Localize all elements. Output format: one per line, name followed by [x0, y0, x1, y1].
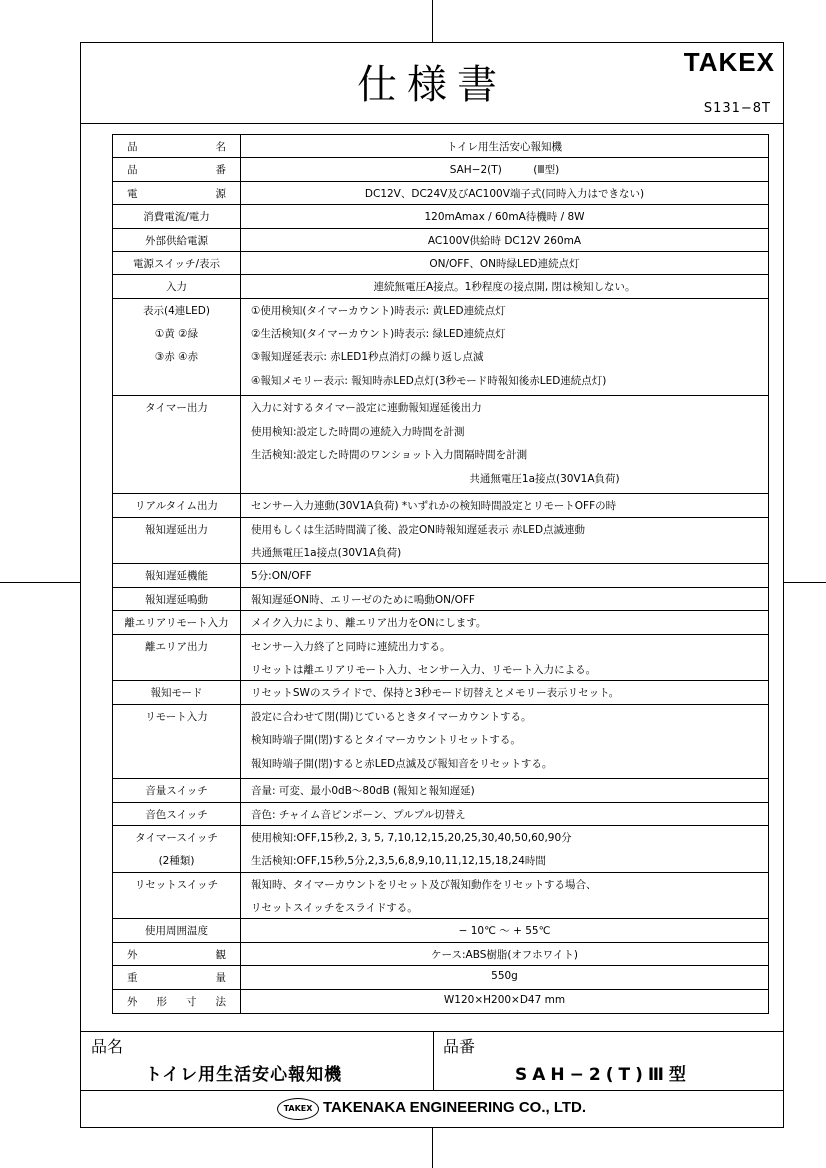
company-name: TAKENAKA ENGINEERING CO., LTD. — [323, 1099, 587, 1116]
name-label: 品名 — [91, 1037, 124, 1056]
spec-value-line: 共通無電圧1a接点(30V1A負荷) — [469, 472, 620, 485]
spec-row — [113, 135, 768, 158]
spec-label-text: リセットスイッチ — [134, 878, 219, 891]
spec-value — [241, 990, 768, 1013]
spec-value-line: SAH−2(T) (Ⅲ型) — [449, 164, 560, 177]
spec-label — [113, 205, 241, 227]
spec-row — [113, 396, 768, 494]
spec-value — [241, 705, 768, 778]
spec-label — [113, 990, 241, 1013]
spec-value — [241, 635, 768, 681]
spec-value — [241, 229, 768, 251]
spec-value-line: 入力に対するタイマー設定に連動報知遅延後出力 — [251, 402, 482, 415]
spec-row — [113, 705, 768, 779]
spec-row — [113, 518, 768, 565]
spec-label-text: 表示(4連LED) — [143, 304, 210, 317]
spec-row — [113, 966, 768, 989]
spec-label-text: 音色スイッチ — [145, 808, 208, 821]
spec-value-line: 生活検知:設定した時間のワンショット入力間隔時間を計測 — [251, 449, 528, 462]
spec-value — [241, 826, 768, 872]
spec-row — [113, 252, 768, 275]
spec-value — [241, 396, 768, 493]
spec-label — [113, 252, 241, 274]
spec-label — [113, 299, 241, 396]
summary-divider — [433, 1032, 434, 1090]
spec-value — [241, 564, 768, 586]
spec-label-text: 使用周囲温度 — [145, 925, 208, 938]
spec-value-line: − 10℃ 〜 + 55℃ — [458, 925, 551, 938]
spec-value-line: 報知時、タイマーカウントをリセット及び報知動作をリセットする場合、 — [251, 878, 597, 891]
spec-label — [113, 564, 241, 586]
spec-value — [241, 681, 768, 703]
crop-mark-bottom — [432, 1128, 433, 1168]
spec-value — [241, 779, 768, 801]
spec-label-text: 外部供給電源 — [145, 234, 208, 247]
spec-label-text: 報知遅延出力 — [145, 523, 208, 536]
spec-label — [113, 158, 241, 180]
spec-value-line: 音色: チャイム音ピンポーン、プルプル切替え — [251, 808, 466, 821]
spec-value-line: AC100V供給時 DC12V 260mA — [427, 234, 582, 247]
spec-row — [113, 611, 768, 634]
spec-label — [113, 182, 241, 204]
crop-mark-left — [0, 582, 80, 583]
spec-row — [113, 873, 768, 920]
spec-label — [113, 779, 241, 801]
spec-label — [113, 943, 241, 965]
spec-label-text: 離エリアリモート入力 — [124, 617, 229, 630]
spec-value — [241, 252, 768, 274]
spec-row — [113, 681, 768, 704]
spec-label — [113, 135, 241, 157]
spec-value — [241, 158, 768, 180]
spec-row — [113, 919, 768, 942]
spec-label-text: 品番 — [127, 164, 226, 177]
spec-value-line: メイク入力により、離エリア出力をONにします。 — [251, 617, 487, 630]
spec-value-line: トイレ用生活安心報知機 — [447, 141, 562, 153]
spec-row — [113, 158, 768, 181]
spec-label-text: 音量スイッチ — [145, 785, 208, 798]
spec-row — [113, 826, 768, 873]
spec-label-text: 外形寸法 — [127, 995, 226, 1008]
spec-label-text: 報知遅延機能 — [145, 570, 208, 583]
spec-value — [241, 275, 768, 297]
spec-row — [113, 803, 768, 826]
spec-value — [241, 873, 768, 919]
spec-row — [113, 635, 768, 682]
spec-value-line: DC12V、DC24V及びAC100V端子式(同時入力はできない) — [364, 187, 645, 200]
spec-value-line: 使用検知:OFF,15秒,2, 3, 5, 7,10,12,15,20,25,30,40,50,60,90分 — [251, 831, 572, 844]
spec-value-line: センサー入力終了と同時に連続出力する。 — [251, 640, 451, 653]
spec-value-line: 連続無電圧A接点。1秒程度の接点開, 閉は検知しない。 — [373, 281, 636, 294]
spec-value-line: W120×H200×D47 mm — [443, 993, 566, 1006]
spec-row — [113, 205, 768, 228]
spec-value-line: 550g — [491, 970, 518, 983]
spec-label — [113, 705, 241, 778]
document-header — [81, 43, 783, 124]
spec-label-text: 重量 — [127, 972, 226, 985]
spec-value-line: ON/OFF、ON時緑LED連続点灯 — [429, 257, 580, 270]
spec-value — [241, 966, 768, 988]
document-number: S131−8T — [703, 101, 771, 116]
spec-label — [113, 966, 241, 988]
crop-mark-right — [784, 582, 826, 583]
number-value: SAH−2(T)Ⅲ型 — [515, 1065, 691, 1085]
spec-label-text: リアルタイム出力 — [135, 500, 218, 513]
spec-label-text: 離エリア出力 — [145, 640, 208, 653]
number-label: 品番 — [443, 1037, 476, 1056]
spec-label — [113, 588, 241, 610]
spec-value — [241, 803, 768, 825]
spec-label — [113, 873, 241, 919]
spec-value-line: リセットSWのスライドで、保持と3秒モード切替えとメモリー表示リセット。 — [251, 687, 620, 700]
spec-label-text: タイマー出力 — [145, 402, 208, 415]
spec-label-text: 報知モード — [150, 687, 203, 700]
spec-label-text: 入力 — [166, 281, 187, 294]
footer — [81, 1091, 783, 1127]
spec-value-line: 使用もしくは生活時間満了後、設定ON時報知遅延表示 赤LED点滅連動 — [251, 523, 586, 536]
spec-row — [113, 779, 768, 802]
spec-value — [241, 943, 768, 965]
spec-table — [112, 134, 769, 1014]
spec-value-line: 共通無電圧1a接点(30V1A負荷) — [251, 547, 402, 560]
spec-value-line: 報知遅延ON時、エリーゼのために鳴動ON/OFF — [251, 593, 475, 606]
spec-value-line: リセットは離エリアリモート入力、センサー入力、リモート入力による。 — [251, 663, 597, 676]
spec-label — [113, 396, 241, 493]
spec-value-line: ②生活検知(タイマーカウント)時表示: 緑LED連続点灯 — [251, 328, 506, 341]
spec-label-text: 消費電流/電力 — [143, 211, 210, 224]
spec-value-line: 報知時端子開(閉)すると赤LED点滅及び報知音をリセットする。 — [251, 757, 553, 770]
spec-value — [241, 588, 768, 610]
spec-row — [113, 182, 768, 205]
spec-label — [113, 611, 241, 633]
spec-value-line: 生活検知:OFF,15秒,5分,2,3,5,6,8,9,10,11,12,15,18,24時間 — [251, 855, 546, 868]
name-value: トイレ用生活安心報知機 — [145, 1065, 343, 1085]
spec-label — [113, 681, 241, 703]
spec-row — [113, 564, 768, 587]
spec-value-line: 検知時端子開(閉)するとタイマーカウントリセットする。 — [251, 734, 521, 747]
spec-row — [113, 275, 768, 298]
spec-label-text: (2種類) — [158, 855, 195, 868]
spec-value — [241, 135, 768, 157]
spec-label-text: リモート入力 — [145, 710, 208, 723]
spec-row — [113, 494, 768, 517]
spec-value-line: センサー入力連動(30V1A負荷) *いずれかの検知時間設定とリモートOFFの時 — [251, 500, 617, 513]
spec-row — [113, 299, 768, 397]
spec-value-line: 5分:ON/OFF — [251, 570, 312, 583]
spec-label — [113, 635, 241, 681]
spec-label — [113, 803, 241, 825]
spec-value-line: ④報知メモリー表示: 報知時赤LED点灯(3秒モード時報知後赤LED連続点灯) — [251, 374, 607, 387]
spec-value-line: 使用検知:設定した時間の連続入力時間を計測 — [251, 425, 465, 438]
spec-label-text: 外観 — [127, 948, 226, 961]
spec-label-text: 品名 — [127, 141, 226, 153]
spec-value-line: 120mAmax / 60mA待機時 / 8W — [424, 211, 585, 224]
crop-mark-top — [432, 0, 433, 42]
spec-label-text: ①黄 ②緑 — [154, 328, 199, 341]
spec-row — [113, 943, 768, 966]
spec-value — [241, 299, 768, 396]
spec-value-line: ケース:ABS樹脂(オフホワイト) — [431, 948, 578, 961]
spec-value — [241, 205, 768, 227]
spec-label — [113, 518, 241, 564]
spec-label-text: タイマースイッチ — [135, 831, 218, 844]
spec-value — [241, 919, 768, 941]
company-logo: TAKEX — [277, 1098, 319, 1120]
spec-value — [241, 494, 768, 516]
spec-label-text: ③赤 ④赤 — [154, 351, 199, 364]
spec-row — [113, 588, 768, 611]
spec-value — [241, 182, 768, 204]
spec-label — [113, 919, 241, 941]
spec-value-line: 設定に合わせて閉(開)じているときタイマーカウントする。 — [251, 710, 532, 723]
spec-value-line: ①使用検知(タイマーカウント)時表示: 黄LED連続点灯 — [251, 304, 506, 317]
spec-label — [113, 275, 241, 297]
spec-label-text: 電源スイッチ/表示 — [132, 257, 221, 270]
product-summary — [81, 1031, 783, 1091]
spec-value — [241, 611, 768, 633]
spec-value — [241, 518, 768, 564]
spec-label-text: 報知遅延鳴動 — [145, 593, 208, 606]
spec-row — [113, 229, 768, 252]
spec-label — [113, 826, 241, 872]
spec-value-line: 音量: 可変、最小0dB〜80dB (報知と報知遅延) — [251, 785, 475, 798]
spec-value-line: ③報知遅延表示: 赤LED1秒点消灯の繰り返し点滅 — [251, 351, 484, 364]
brand-logo: TAKEX — [683, 47, 775, 77]
spec-label — [113, 229, 241, 251]
spec-row — [113, 990, 768, 1013]
spec-label — [113, 494, 241, 516]
spec-value-line: リセットスイッチをスライドする。 — [251, 902, 418, 915]
spec-label-text: 電源 — [127, 187, 226, 200]
document-title: 仕様書 — [357, 62, 507, 108]
